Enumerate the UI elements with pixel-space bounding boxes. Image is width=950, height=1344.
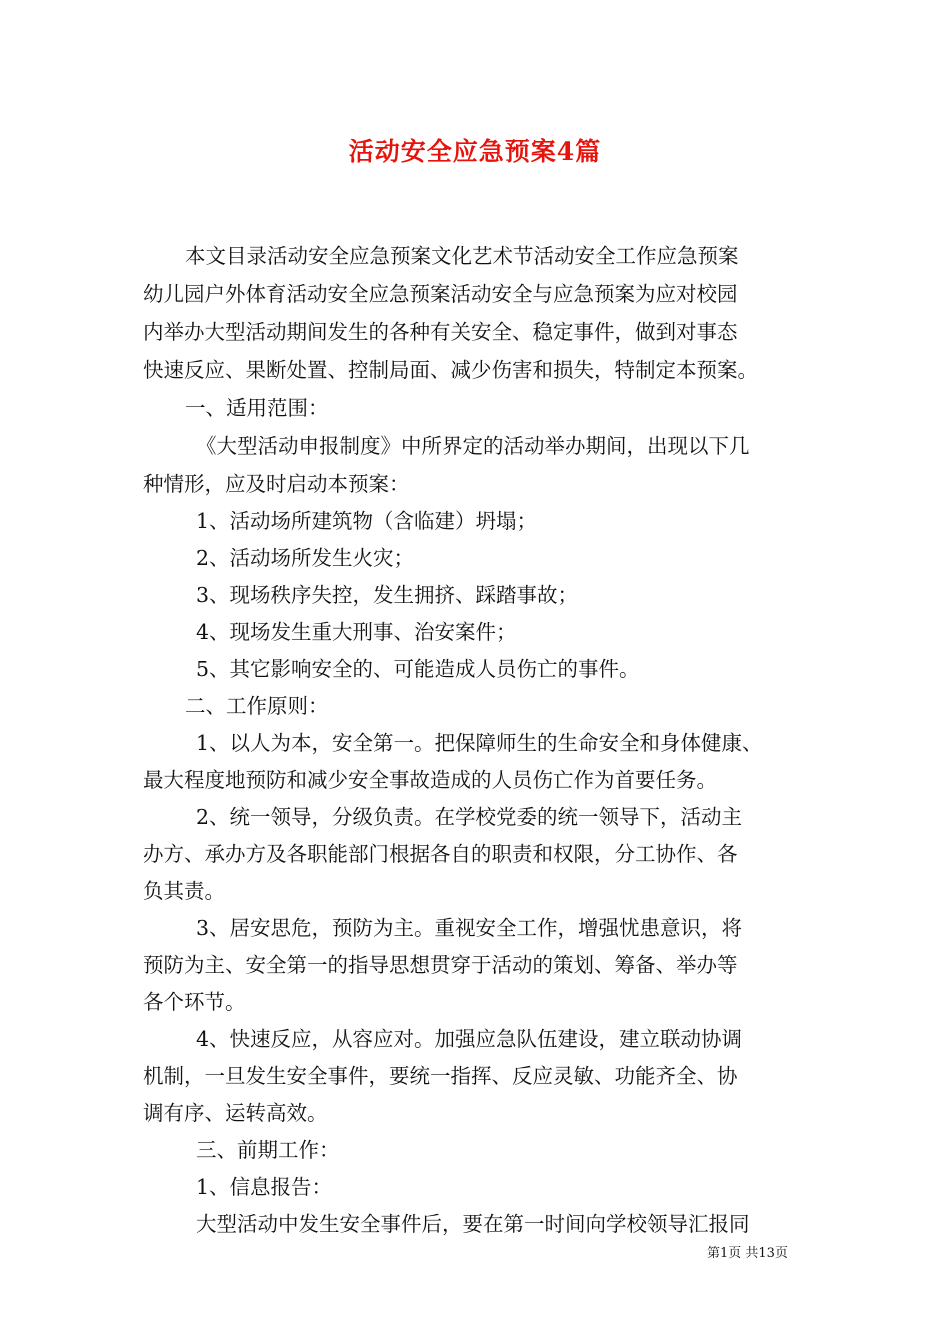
section-heading: 三、前期工作： — [196, 1138, 340, 1162]
body-line: 内举办大型活动期间发生的各种有关安全、稳定事件，做到对事态 — [143, 320, 738, 344]
list-item: 1、活动场所建筑物（含临建）坍塌； — [196, 509, 538, 533]
body-line: 负其责。 — [143, 879, 225, 903]
body-line: 大型活动中发生安全事件后，要在第一时间向学校领导汇报同 — [196, 1212, 750, 1236]
body-line: 快速反应、果断处置、控制局面、减少伤害和损失，特制定本预案。 — [143, 358, 758, 382]
body-line: 最大程度地预防和减少安全事故造成的人员伤亡作为首要任务。 — [143, 768, 717, 792]
body-line: 1、以人为本，安全第一。把保障师生的生命安全和身体健康、 — [196, 731, 763, 755]
body-line: 3、居安思危，预防为主。重视安全工作，增强忧患意识，将 — [196, 916, 743, 940]
list-item: 4、现场发生重大刑事、治安案件； — [196, 620, 517, 644]
body-line: 预防为主、安全第一的指导思想贯穿于活动的策划、筹备、举办等 — [143, 953, 738, 977]
body-line: 办方、承办方及各职能部门根据各自的职责和权限，分工协作、各 — [143, 842, 738, 866]
body-line: 1、信息报告： — [196, 1175, 333, 1199]
body-line: 《大型活动申报制度》中所界定的活动举办期间，出现以下几 — [196, 434, 750, 458]
body-line: 调有序、运转高效。 — [143, 1101, 328, 1125]
body-line: 各个环节。 — [143, 990, 246, 1014]
page-number: 第1页 共13页 — [707, 1246, 788, 1261]
list-item: 3、现场秩序失控，发生拥挤、踩踏事故； — [196, 583, 579, 607]
body-line: 幼儿园户外体育活动安全应急预案活动安全与应急预案为应对校园 — [143, 282, 738, 306]
body-line: 本文目录活动安全应急预案文化艺术节活动安全工作应急预案 — [185, 244, 739, 268]
list-item: 5、其它影响安全的、可能造成人员伤亡的事件。 — [196, 657, 640, 681]
document-title: 活动安全应急预案4篇 — [348, 137, 602, 166]
body-line: 4、快速反应，从容应对。加强应急队伍建设，建立联动协调 — [196, 1027, 743, 1051]
body-line: 机制，一旦发生安全事件，要统一指挥、反应灵敏、功能齐全、协 — [143, 1064, 738, 1088]
body-line: 种情形，应及时启动本预案： — [143, 472, 410, 496]
list-item: 2、活动场所发生火灾； — [196, 546, 415, 570]
section-heading: 二、工作原则： — [185, 694, 329, 718]
body-line: 2、统一领导，分级负责。在学校党委的统一领导下，活动主 — [196, 805, 743, 829]
section-heading: 一、适用范围： — [185, 396, 329, 420]
